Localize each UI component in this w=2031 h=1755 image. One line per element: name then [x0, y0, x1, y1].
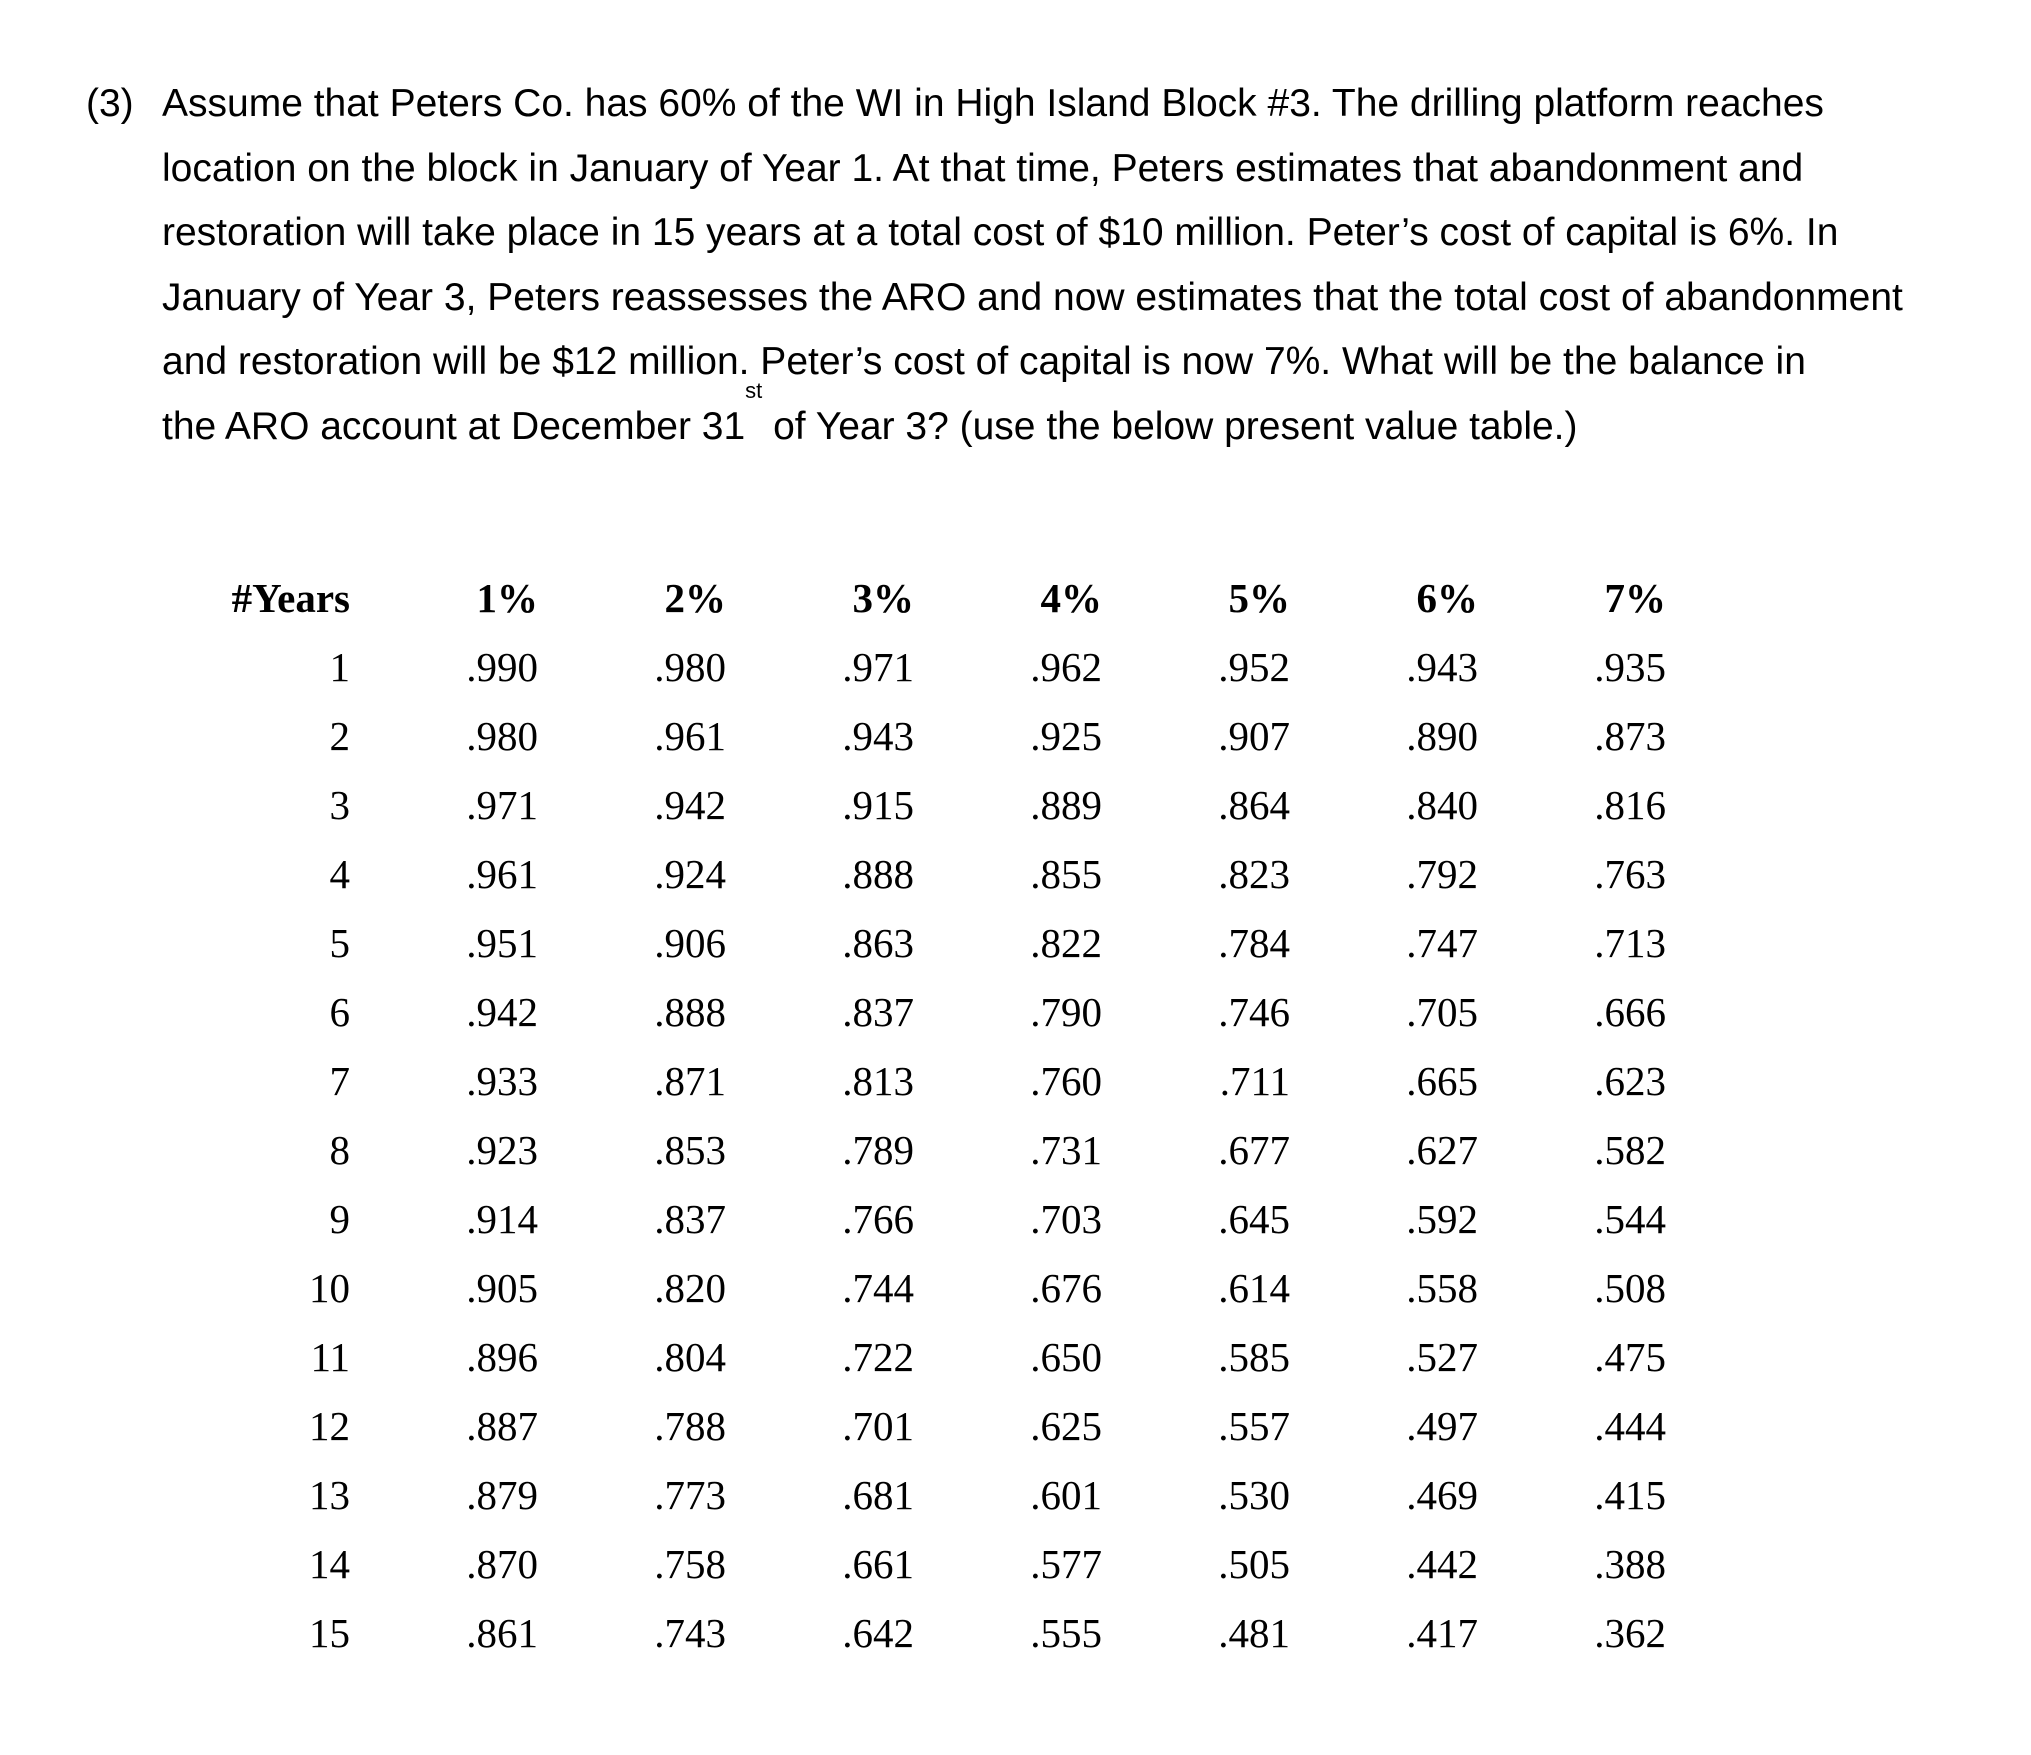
pv-factor-cell: .890	[1406, 712, 1478, 759]
pv-factor-cell: .744	[842, 1264, 914, 1311]
pv-factor-cell: .676	[1030, 1264, 1102, 1311]
pv-factor-cell: .951	[466, 919, 538, 966]
pv-factor-cell: .743	[654, 1609, 726, 1656]
table-header-row	[195, 563, 1666, 632]
pv-factor-cell: .943	[1406, 643, 1478, 690]
year-cell: 7	[329, 1057, 350, 1104]
pv-factor-cell: .840	[1406, 781, 1478, 828]
pv-factor-cell: .642	[842, 1609, 914, 1656]
pv-factor-cell: .870	[466, 1540, 538, 1587]
pv-factor-cell: .582	[1594, 1126, 1666, 1173]
pv-factor-cell: .444	[1594, 1402, 1666, 1449]
pv-factor-cell: .889	[1030, 781, 1102, 828]
pv-factor-cell: .665	[1406, 1057, 1478, 1104]
problem-line: restoration will take place in 15 years at a total cost of $10 million. Peter’s cost of capital is 6%. In	[162, 211, 1839, 254]
year-cell: 8	[329, 1126, 350, 1173]
pv-factor-cell: .907	[1218, 712, 1290, 759]
pv-factor-cell: .661	[842, 1540, 914, 1587]
pv-factor-cell: .746	[1218, 988, 1290, 1035]
pv-factor-cell: .888	[654, 988, 726, 1035]
year-cell: 4	[329, 850, 350, 897]
pv-factor-cell: .990	[466, 643, 538, 690]
pv-factor-cell: .952	[1218, 643, 1290, 690]
pv-factor-cell: .625	[1030, 1402, 1102, 1449]
pv-factor-cell: .555	[1030, 1609, 1102, 1656]
pv-factor-cell: .906	[654, 919, 726, 966]
pv-factor-cell: .645	[1218, 1195, 1290, 1242]
pv-factor-cell: .935	[1594, 643, 1666, 690]
pv-factor-cell: .915	[842, 781, 914, 828]
pv-factor-cell: .505	[1218, 1540, 1290, 1587]
pv-factor-cell: .666	[1594, 988, 1666, 1035]
pv-factor-cell: .914	[466, 1195, 538, 1242]
pv-factor-cell: .481	[1218, 1609, 1290, 1656]
year-cell: 1	[329, 643, 350, 690]
pv-factor-cell: .942	[654, 781, 726, 828]
pv-factor-cell: .942	[466, 988, 538, 1035]
pv-factor-cell: .558	[1406, 1264, 1478, 1311]
pv-factor-cell: .822	[1030, 919, 1102, 966]
pv-factor-cell: .711	[1219, 1057, 1290, 1104]
pv-factor-cell: .896	[466, 1333, 538, 1380]
pv-factor-cell: .497	[1406, 1402, 1478, 1449]
pv-factor-cell: .530	[1218, 1471, 1290, 1518]
year-cell: 5	[329, 919, 350, 966]
year-cell: 3	[329, 781, 350, 828]
pv-factor-cell: .980	[654, 643, 726, 690]
pv-factor-cell: .677	[1218, 1126, 1290, 1173]
pv-factor-cell: .766	[842, 1195, 914, 1242]
year-cell: 13	[309, 1471, 350, 1518]
pv-factor-cell: .614	[1218, 1264, 1290, 1311]
table-row	[195, 1529, 1666, 1598]
header-rate: 5%	[1228, 574, 1290, 621]
pv-factor-cell: .703	[1030, 1195, 1102, 1242]
table-row	[195, 839, 1666, 908]
pv-factor-cell: .623	[1594, 1057, 1666, 1104]
pv-factor-cell: .417	[1406, 1609, 1478, 1656]
pv-factor-cell: .760	[1030, 1057, 1102, 1104]
problem-statement	[86, 72, 2026, 459]
pv-factor-cell: .923	[466, 1126, 538, 1173]
pv-factor-cell: .961	[654, 712, 726, 759]
problem-line: Assume that Peters Co. has 60% of the WI in High Island Block #3. The drilling platform reaches	[162, 82, 1824, 125]
year-cell: 10	[309, 1264, 350, 1311]
pv-factor-cell: .943	[842, 712, 914, 759]
table-row	[195, 632, 1666, 701]
pv-factor-cell: .442	[1406, 1540, 1478, 1587]
pv-factor-cell: .773	[654, 1471, 726, 1518]
pv-factor-cell: .388	[1594, 1540, 1666, 1587]
header-rate: 7%	[1604, 574, 1666, 621]
pv-factor-cell: .469	[1406, 1471, 1478, 1518]
pv-factor-cell: .816	[1594, 781, 1666, 828]
header-rate: 3%	[852, 574, 914, 621]
pv-factor-cell: .962	[1030, 643, 1102, 690]
problem-number: (3)	[86, 82, 134, 125]
table-body	[195, 632, 1666, 1667]
pv-factor-cell: .837	[654, 1195, 726, 1242]
last-line-end: of Year 3? (use the below present value table.)	[762, 404, 1578, 448]
last-line-start: the ARO account at December 31	[162, 404, 746, 448]
header-rate: 1%	[476, 574, 538, 621]
table-row	[195, 1184, 1666, 1253]
pv-factor-cell: .837	[842, 988, 914, 1035]
pv-factor-cell: .813	[842, 1057, 914, 1104]
pv-factor-cell: .820	[654, 1264, 726, 1311]
pv-factor-cell: .804	[654, 1333, 726, 1380]
year-cell: 11	[310, 1333, 350, 1380]
header-rate: 4%	[1040, 574, 1102, 621]
table-row	[195, 770, 1666, 839]
pv-factor-cell: .971	[842, 643, 914, 690]
table-row	[195, 1598, 1666, 1667]
present-value-table	[195, 563, 1666, 1667]
header-rate: 6%	[1416, 574, 1478, 621]
problem-text	[162, 72, 2026, 459]
pv-factor-cell: .627	[1406, 1126, 1478, 1173]
pv-factor-cell: .871	[654, 1057, 726, 1104]
pv-factor-cell: .925	[1030, 712, 1102, 759]
pv-factor-cell: .887	[466, 1402, 538, 1449]
pv-factor-cell: .888	[842, 850, 914, 897]
table-row	[195, 1115, 1666, 1184]
pv-factor-cell: .971	[466, 781, 538, 828]
table-row	[195, 1391, 1666, 1460]
pv-factor-cell: .601	[1030, 1471, 1102, 1518]
pv-factor-cell: .863	[842, 919, 914, 966]
pv-factor-cell: .731	[1030, 1126, 1102, 1173]
pv-factor-cell: .758	[654, 1540, 726, 1587]
table-row	[195, 908, 1666, 977]
pv-factor-cell: .701	[842, 1402, 914, 1449]
pv-factor-cell: .873	[1594, 712, 1666, 759]
pv-factor-cell: .722	[842, 1333, 914, 1380]
pv-factor-cell: .763	[1594, 850, 1666, 897]
pv-factor-cell: .415	[1594, 1471, 1666, 1518]
pv-factor-cell: .788	[654, 1402, 726, 1449]
pv-factor-cell: .508	[1594, 1264, 1666, 1311]
table-row	[195, 977, 1666, 1046]
pv-factor-cell: .784	[1218, 919, 1290, 966]
header-rate: 2%	[664, 574, 726, 621]
pv-factor-cell: .855	[1030, 850, 1102, 897]
pv-factor-cell: .905	[466, 1264, 538, 1311]
problem-last-line	[162, 377, 2026, 460]
pv-factor-cell: .475	[1594, 1333, 1666, 1380]
pv-factor-cell: .861	[466, 1609, 538, 1656]
pv-factor-cell: .577	[1030, 1540, 1102, 1587]
table-row	[195, 1046, 1666, 1115]
pv-factor-cell: .585	[1218, 1333, 1290, 1380]
pv-factor-cell: .980	[466, 712, 538, 759]
table-row	[195, 1253, 1666, 1322]
pv-factor-cell: .362	[1594, 1609, 1666, 1656]
pv-factor-cell: .864	[1218, 781, 1290, 828]
year-cell: 14	[309, 1540, 350, 1587]
pv-factor-cell: .823	[1218, 850, 1290, 897]
pv-factor-cell: .527	[1406, 1333, 1478, 1380]
problem-line: location on the block in January of Year 1. At that time, Peters estimates that abandonment and	[162, 146, 1804, 190]
pv-factor-cell: .705	[1406, 988, 1478, 1035]
pv-factor-cell: .933	[466, 1057, 538, 1104]
table-row	[195, 1460, 1666, 1529]
table-row	[195, 1322, 1666, 1391]
pv-factor-cell: .747	[1406, 919, 1478, 966]
year-cell: 9	[329, 1195, 350, 1242]
pv-factor-cell: .961	[466, 850, 538, 897]
pv-factor-cell: .650	[1030, 1333, 1102, 1380]
year-cell: 12	[309, 1402, 350, 1449]
table-row	[195, 701, 1666, 770]
year-cell: 6	[329, 988, 350, 1035]
problem-line: January of Year 3, Peters reassesses the ARO and now estimates that the total cost of abandonment	[162, 275, 1903, 319]
ordinal-superscript: st	[745, 377, 763, 403]
pv-factor-cell: .789	[842, 1126, 914, 1173]
pv-factor-cell: .557	[1218, 1402, 1290, 1449]
pv-factor-cell: .792	[1406, 850, 1478, 897]
header-years: #Years	[231, 574, 350, 621]
pv-factor-cell: .544	[1594, 1195, 1666, 1242]
pv-factor-cell: .592	[1406, 1195, 1478, 1242]
year-cell: 2	[329, 712, 350, 759]
problem-line: and restoration will be $12 million. Peter’s cost of capital is now 7%. What will be the balance in	[162, 340, 1806, 383]
pv-factor-cell: .790	[1030, 988, 1102, 1035]
pv-factor-cell: .853	[654, 1126, 726, 1173]
year-cell: 15	[309, 1609, 350, 1656]
pv-factor-cell: .681	[842, 1471, 914, 1518]
pv-factor-cell: .713	[1594, 919, 1666, 966]
pv-factor-cell: .879	[466, 1471, 538, 1518]
pv-factor-cell: .924	[654, 850, 726, 897]
